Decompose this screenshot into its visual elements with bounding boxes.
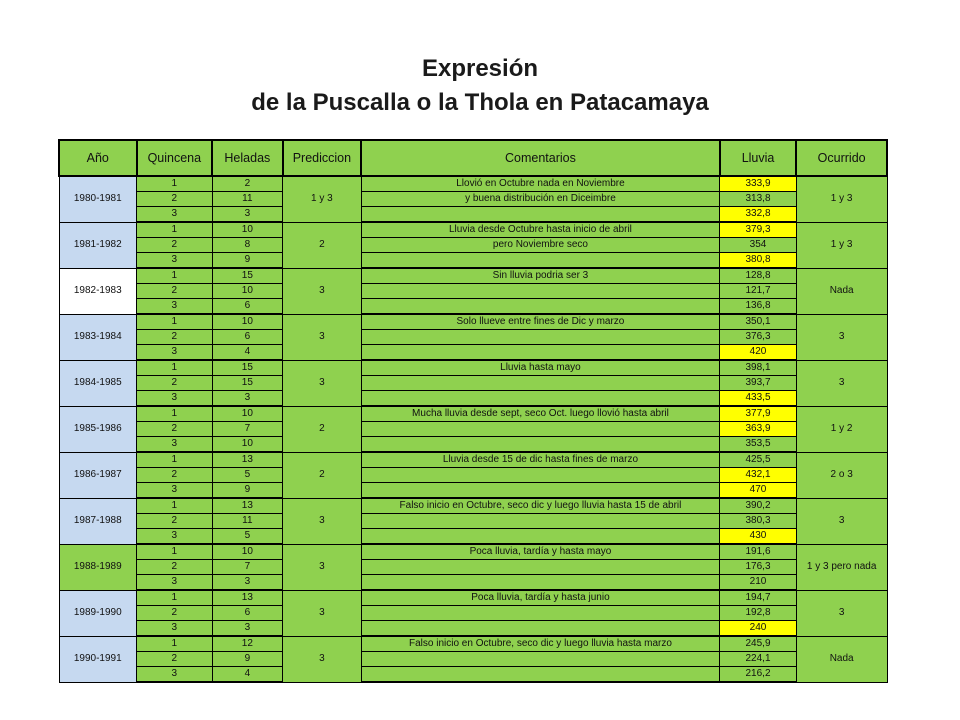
table-row [59, 192, 887, 207]
ocurrido-cell: 1 y 3 pero nada [796, 544, 887, 590]
heladas-cell: 10 [212, 314, 283, 330]
comentario-cell: Llovió en Octubre nada en Noviembre [361, 176, 720, 192]
table-row [59, 498, 887, 514]
lluvia-cell: 425,5 [720, 452, 797, 468]
table-row [59, 406, 887, 422]
quincena-cell: 1 [137, 406, 213, 422]
prediccion-cell: 2 [283, 452, 362, 498]
lluvia-cell: 333,9 [720, 176, 797, 192]
comentario-cell [361, 468, 720, 483]
ocurrido-cell: 3 [796, 590, 887, 636]
header-heladas: Heladas [212, 140, 283, 176]
lluvia-cell: 240 [720, 621, 797, 637]
header-prediccion: Prediccion [283, 140, 362, 176]
quincena-cell: 3 [137, 529, 213, 545]
table-body [59, 176, 887, 682]
heladas-cell: 13 [212, 498, 283, 514]
table-row [59, 544, 887, 560]
quincena-cell: 1 [137, 222, 213, 238]
lluvia-cell: 350,1 [720, 314, 797, 330]
heladas-cell: 15 [212, 376, 283, 391]
table-row [59, 483, 887, 499]
heladas-cell: 11 [212, 192, 283, 207]
table-row [59, 590, 887, 606]
lluvia-cell: 393,7 [720, 376, 797, 391]
quincena-cell: 2 [137, 192, 213, 207]
heladas-cell: 3 [212, 621, 283, 637]
heladas-cell: 7 [212, 560, 283, 575]
heladas-cell: 10 [212, 222, 283, 238]
quincena-cell: 3 [137, 345, 213, 361]
prediccion-cell: 2 [283, 222, 362, 268]
lluvia-cell: 376,3 [720, 330, 797, 345]
quincena-cell: 1 [137, 360, 213, 376]
table-row [59, 238, 887, 253]
table-row [59, 452, 887, 468]
heladas-cell: 4 [212, 345, 283, 361]
lluvia-cell: 433,5 [720, 391, 797, 407]
comentario-cell: Sin lluvia podria ser 3 [361, 268, 720, 284]
heladas-cell: 4 [212, 667, 283, 683]
quincena-cell: 2 [137, 330, 213, 345]
quincena-cell: 3 [137, 253, 213, 269]
comentario-cell [361, 514, 720, 529]
header-lluvia: Lluvia [720, 140, 797, 176]
quincena-cell: 1 [137, 498, 213, 514]
ocurrido-cell: 3 [796, 498, 887, 544]
quincena-cell: 3 [137, 437, 213, 453]
heladas-cell: 3 [212, 391, 283, 407]
heladas-cell: 7 [212, 422, 283, 437]
table-row [59, 652, 887, 667]
lluvia-cell: 136,8 [720, 299, 797, 315]
prediccion-cell: 3 [283, 590, 362, 636]
quincena-cell: 2 [137, 560, 213, 575]
quincena-cell: 1 [137, 544, 213, 560]
heladas-cell: 15 [212, 268, 283, 284]
heladas-cell: 13 [212, 590, 283, 606]
lluvia-cell: 363,9 [720, 422, 797, 437]
lluvia-cell: 176,3 [720, 560, 797, 575]
lluvia-cell: 194,7 [720, 590, 797, 606]
comentario-cell: y buena distribución en Diceimbre [361, 192, 720, 207]
ocurrido-cell: 1 y 3 [796, 222, 887, 268]
quincena-cell: 1 [137, 268, 213, 284]
comentario-cell [361, 422, 720, 437]
prediccion-cell: 3 [283, 544, 362, 590]
heladas-cell: 10 [212, 284, 283, 299]
comentario-cell: Lluvia desde Octubre hasta inicio de abril [361, 222, 720, 238]
year-cell: 1981-1982 [59, 222, 137, 268]
quincena-cell: 2 [137, 238, 213, 253]
table-row [59, 391, 887, 407]
quincena-cell: 1 [137, 590, 213, 606]
comentario-cell [361, 376, 720, 391]
comentario-cell [361, 575, 720, 591]
lluvia-cell: 128,8 [720, 268, 797, 284]
comentario-cell [361, 253, 720, 269]
table-row [59, 575, 887, 591]
header-ocurrido: Ocurrido [796, 140, 887, 176]
quincena-cell: 1 [137, 636, 213, 652]
prediccion-cell: 3 [283, 636, 362, 682]
quincena-cell: 2 [137, 422, 213, 437]
quincena-cell: 3 [137, 207, 213, 223]
lluvia-cell: 121,7 [720, 284, 797, 299]
lluvia-cell: 420 [720, 345, 797, 361]
heladas-cell: 6 [212, 606, 283, 621]
prediccion-cell: 3 [283, 268, 362, 314]
table-row [59, 621, 887, 637]
quincena-cell: 1 [137, 176, 213, 192]
lluvia-cell: 216,2 [720, 667, 797, 683]
ocurrido-cell: 2 o 3 [796, 452, 887, 498]
comentario-cell: Lluvia hasta mayo [361, 360, 720, 376]
heladas-cell: 3 [212, 207, 283, 223]
quincena-cell: 3 [137, 483, 213, 499]
year-cell: 1988-1989 [59, 544, 137, 590]
table-row [59, 636, 887, 652]
table-row [59, 284, 887, 299]
quincena-cell: 3 [137, 621, 213, 637]
quincena-cell: 1 [137, 452, 213, 468]
table-row [59, 360, 887, 376]
header-quincena: Quincena [137, 140, 213, 176]
prediccion-cell: 3 [283, 360, 362, 406]
heladas-cell: 15 [212, 360, 283, 376]
lluvia-cell: 380,8 [720, 253, 797, 269]
table-row [59, 299, 887, 315]
comentario-cell: Mucha lluvia desde sept, seco Oct. luego llovió hasta abril [361, 406, 720, 422]
year-cell: 1985-1986 [59, 406, 137, 452]
year-cell: 1980-1981 [59, 176, 137, 222]
table-row [59, 560, 887, 575]
table-row [59, 437, 887, 453]
year-cell: 1989-1990 [59, 590, 137, 636]
comentario-cell [361, 330, 720, 345]
comentario-cell [361, 606, 720, 621]
title-line-1: Expresión [421, 55, 539, 82]
lluvia-cell: 245,9 [720, 636, 797, 652]
table-row [59, 314, 887, 330]
lluvia-cell: 379,3 [720, 222, 797, 238]
lluvia-cell: 398,1 [720, 360, 797, 376]
heladas-cell: 9 [212, 652, 283, 667]
quincena-cell: 2 [137, 652, 213, 667]
comentario-cell: Falso inicio en Octubre, seco dic y luego lluvia hasta marzo [361, 636, 720, 652]
comentario-cell [361, 621, 720, 637]
heladas-cell: 11 [212, 514, 283, 529]
prediccion-cell: 3 [283, 498, 362, 544]
heladas-cell: 2 [212, 176, 283, 192]
quincena-cell: 3 [137, 299, 213, 315]
quincena-cell: 1 [137, 314, 213, 330]
table-row [59, 268, 887, 284]
table-row [59, 176, 887, 192]
title-line-2: de la Puscalla o la Thola en Patacamaya [251, 89, 709, 116]
heladas-cell: 3 [212, 575, 283, 591]
comentario-cell: Poca lluvia, tardía y hasta mayo [361, 544, 720, 560]
table-row [59, 222, 887, 238]
header-ano: Año [59, 140, 137, 176]
lluvia-cell: 390,2 [720, 498, 797, 514]
table-row [59, 207, 887, 223]
ocurrido-cell: 3 [796, 314, 887, 360]
quincena-cell: 2 [137, 376, 213, 391]
heladas-cell: 9 [212, 483, 283, 499]
quincena-cell: 2 [137, 514, 213, 529]
table-row [59, 606, 887, 621]
heladas-cell: 10 [212, 544, 283, 560]
ocurrido-cell: Nada [796, 268, 887, 314]
lluvia-cell: 191,6 [720, 544, 797, 560]
quincena-cell: 2 [137, 468, 213, 483]
lluvia-cell: 210 [720, 575, 797, 591]
lluvia-cell: 313,8 [720, 192, 797, 207]
comentario-cell [361, 284, 720, 299]
prediccion-cell: 1 y 3 [283, 176, 362, 222]
comentario-cell [361, 345, 720, 361]
comentario-cell: Solo llueve entre fines de Dic y marzo [361, 314, 720, 330]
ocurrido-cell: 3 [796, 360, 887, 406]
comentario-cell: Lluvia desde 15 de dic hasta fines de marzo [361, 452, 720, 468]
year-cell: 1983-1984 [59, 314, 137, 360]
lluvia-cell: 192,8 [720, 606, 797, 621]
heladas-cell: 9 [212, 253, 283, 269]
table-row [59, 667, 887, 683]
table-row [59, 253, 887, 269]
quincena-cell: 3 [137, 575, 213, 591]
table-row [59, 345, 887, 361]
page-title [0, 52, 960, 120]
comentario-cell: Poca lluvia, tardía y hasta junio [361, 590, 720, 606]
quincena-cell: 2 [137, 284, 213, 299]
table-row [59, 330, 887, 345]
quincena-cell: 2 [137, 606, 213, 621]
table-row [59, 422, 887, 437]
heladas-cell: 8 [212, 238, 283, 253]
lluvia-cell: 353,5 [720, 437, 797, 453]
heladas-cell: 13 [212, 452, 283, 468]
comentario-cell [361, 652, 720, 667]
table-row [59, 514, 887, 529]
heladas-cell: 6 [212, 299, 283, 315]
year-cell: 1990-1991 [59, 636, 137, 682]
comentario-cell [361, 560, 720, 575]
comentario-cell [361, 437, 720, 453]
heladas-cell: 12 [212, 636, 283, 652]
comentario-cell: pero Noviembre seco [361, 238, 720, 253]
ocurrido-cell: 1 y 3 [796, 176, 887, 222]
heladas-cell: 6 [212, 330, 283, 345]
comentario-cell [361, 391, 720, 407]
comentario-cell [361, 483, 720, 499]
heladas-cell: 5 [212, 468, 283, 483]
lluvia-cell: 470 [720, 483, 797, 499]
comentario-cell [361, 529, 720, 545]
table-row [59, 529, 887, 545]
quincena-cell: 3 [137, 667, 213, 683]
heladas-cell: 5 [212, 529, 283, 545]
year-cell: 1987-1988 [59, 498, 137, 544]
frost-rain-table [58, 139, 888, 683]
heladas-cell: 10 [212, 406, 283, 422]
header-comentarios: Comentarios [361, 140, 720, 176]
table-row [59, 376, 887, 391]
lluvia-cell: 377,9 [720, 406, 797, 422]
year-cell: 1986-1987 [59, 452, 137, 498]
header-row [59, 140, 887, 176]
comentario-cell [361, 299, 720, 315]
ocurrido-cell: Nada [796, 636, 887, 682]
lluvia-cell: 432,1 [720, 468, 797, 483]
comentario-cell [361, 207, 720, 223]
lluvia-cell: 380,3 [720, 514, 797, 529]
ocurrido-cell: 1 y 2 [796, 406, 887, 452]
comentario-cell [361, 667, 720, 683]
year-cell: 1982-1983 [59, 268, 137, 314]
year-cell: 1984-1985 [59, 360, 137, 406]
lluvia-cell: 224,1 [720, 652, 797, 667]
lluvia-cell: 332,8 [720, 207, 797, 223]
prediccion-cell: 2 [283, 406, 362, 452]
heladas-cell: 10 [212, 437, 283, 453]
lluvia-cell: 430 [720, 529, 797, 545]
comentario-cell: Falso inicio en Octubre, seco dic y luego lluvia hasta 15 de abril [361, 498, 720, 514]
lluvia-cell: 354 [720, 238, 797, 253]
table-row [59, 468, 887, 483]
prediccion-cell: 3 [283, 314, 362, 360]
quincena-cell: 3 [137, 391, 213, 407]
